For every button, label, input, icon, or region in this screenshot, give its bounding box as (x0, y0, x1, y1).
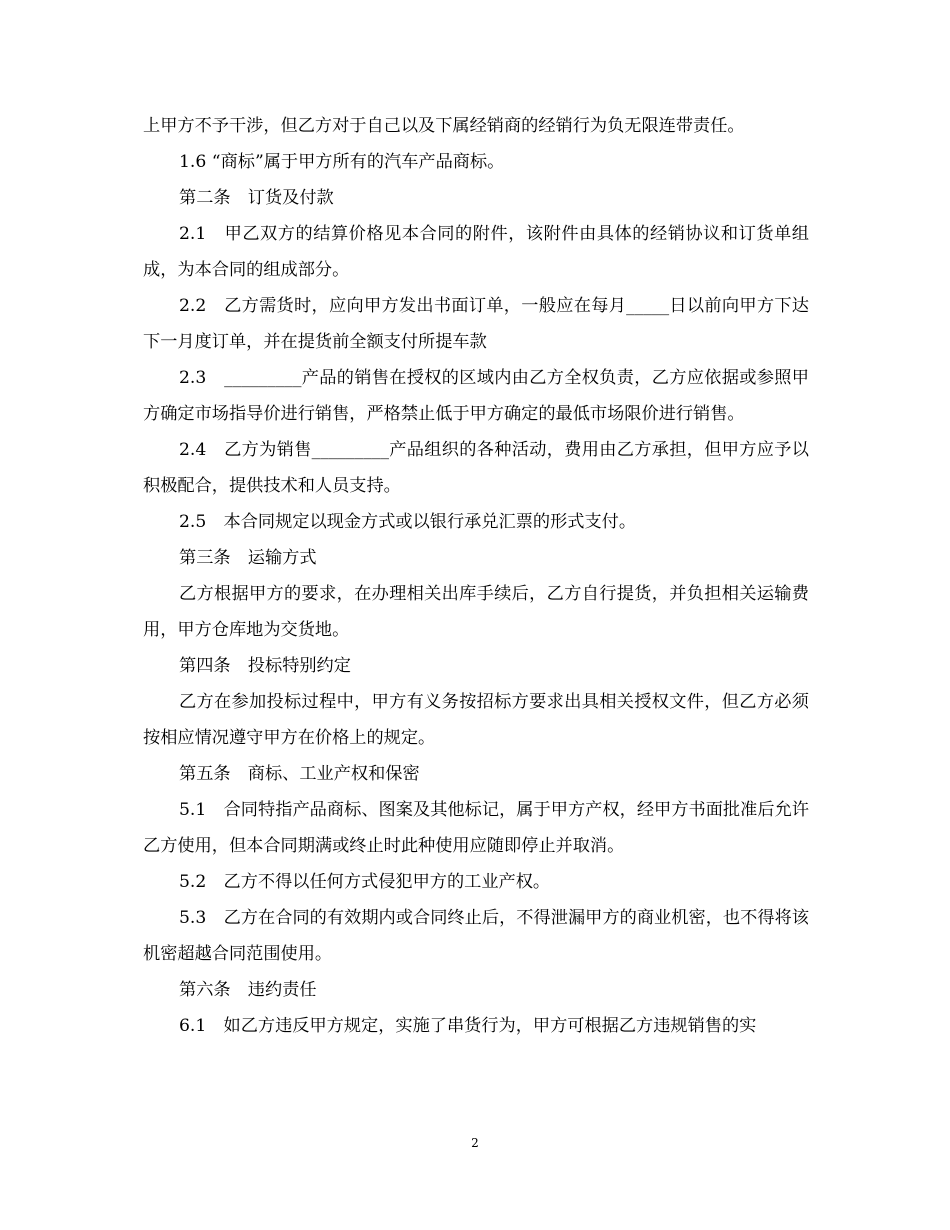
paragraph: 2.2 乙方需货时，应向甲方发出书面订单，一般应在每月_____日以前向甲方下达下一月度订单，并在提货前全额支付所提车款 (143, 296, 809, 352)
paragraph: 2.5 本合同规定以现金方式或以银行承兑汇票的形式支付。 (179, 512, 637, 532)
paragraph: 乙方在参加投标过程中，甲方有义务按招标方要求出具相关授权文件，但乙方必须按相应情况遵守甲方在价格上的规定。 (143, 692, 809, 748)
paragraph: 5.2 乙方不得以任何方式侵犯甲方的工业产权。 (179, 872, 551, 892)
paragraph: 2.3 _________产品的销售在授权的区域内由乙方全权负责，乙方应依据或参照甲方确定市场指导价进行销售，严格禁止低于甲方确定的最低市场限价进行销售。 (143, 368, 809, 424)
paragraph: 第三条 运输方式 (179, 548, 317, 568)
paragraph: 5.3 乙方在合同的有效期内或合同终止后，不得泄漏甲方的商业机密，也不得将该机密超越合同范围使用。 (143, 908, 809, 964)
page-number: 2 (471, 1136, 479, 1150)
paragraph: 6.1 如乙方违反甲方规定，实施了串货行为，甲方可根据乙方违规销售的实 (179, 1016, 757, 1036)
paragraph: 第六条 违约责任 (179, 980, 317, 1000)
paragraph: 2.1 甲乙双方的结算价格见本合同的附件，该附件由具体的经销协议和订货单组成，为本合同的组成部分。 (143, 224, 809, 280)
paragraph: 第五条 商标、工业产权和保密 (179, 764, 420, 784)
paragraph: 5.1 合同特指产品商标、图案及其他标记，属于甲方产权，经甲方书面批准后允许乙方使用，但本合同期满或终止时此种使用应随即停止并取消。 (143, 800, 809, 856)
document-body (143, 108, 809, 1044)
paragraph: 1.6 “商标”属于甲方所有的汽车产品商标。 (179, 152, 505, 172)
paragraph: 第四条 投标特别约定 (179, 656, 351, 676)
paragraph: 上甲方不予干涉，但乙方对于自己以及下属经销商的经销行为负无限连带责任。 (143, 116, 745, 136)
paragraph: 2.4 乙方为销售_________产品组织的各种活动，费用由乙方承担，但甲方应予以积极配合，提供技术和人员支持。 (143, 440, 809, 496)
paragraph: 第二条 订货及付款 (179, 188, 334, 208)
paragraph: 乙方根据甲方的要求，在办理相关出库手续后，乙方自行提货，并负担相关运输费用，甲方仓库地为交货地。 (143, 584, 809, 640)
